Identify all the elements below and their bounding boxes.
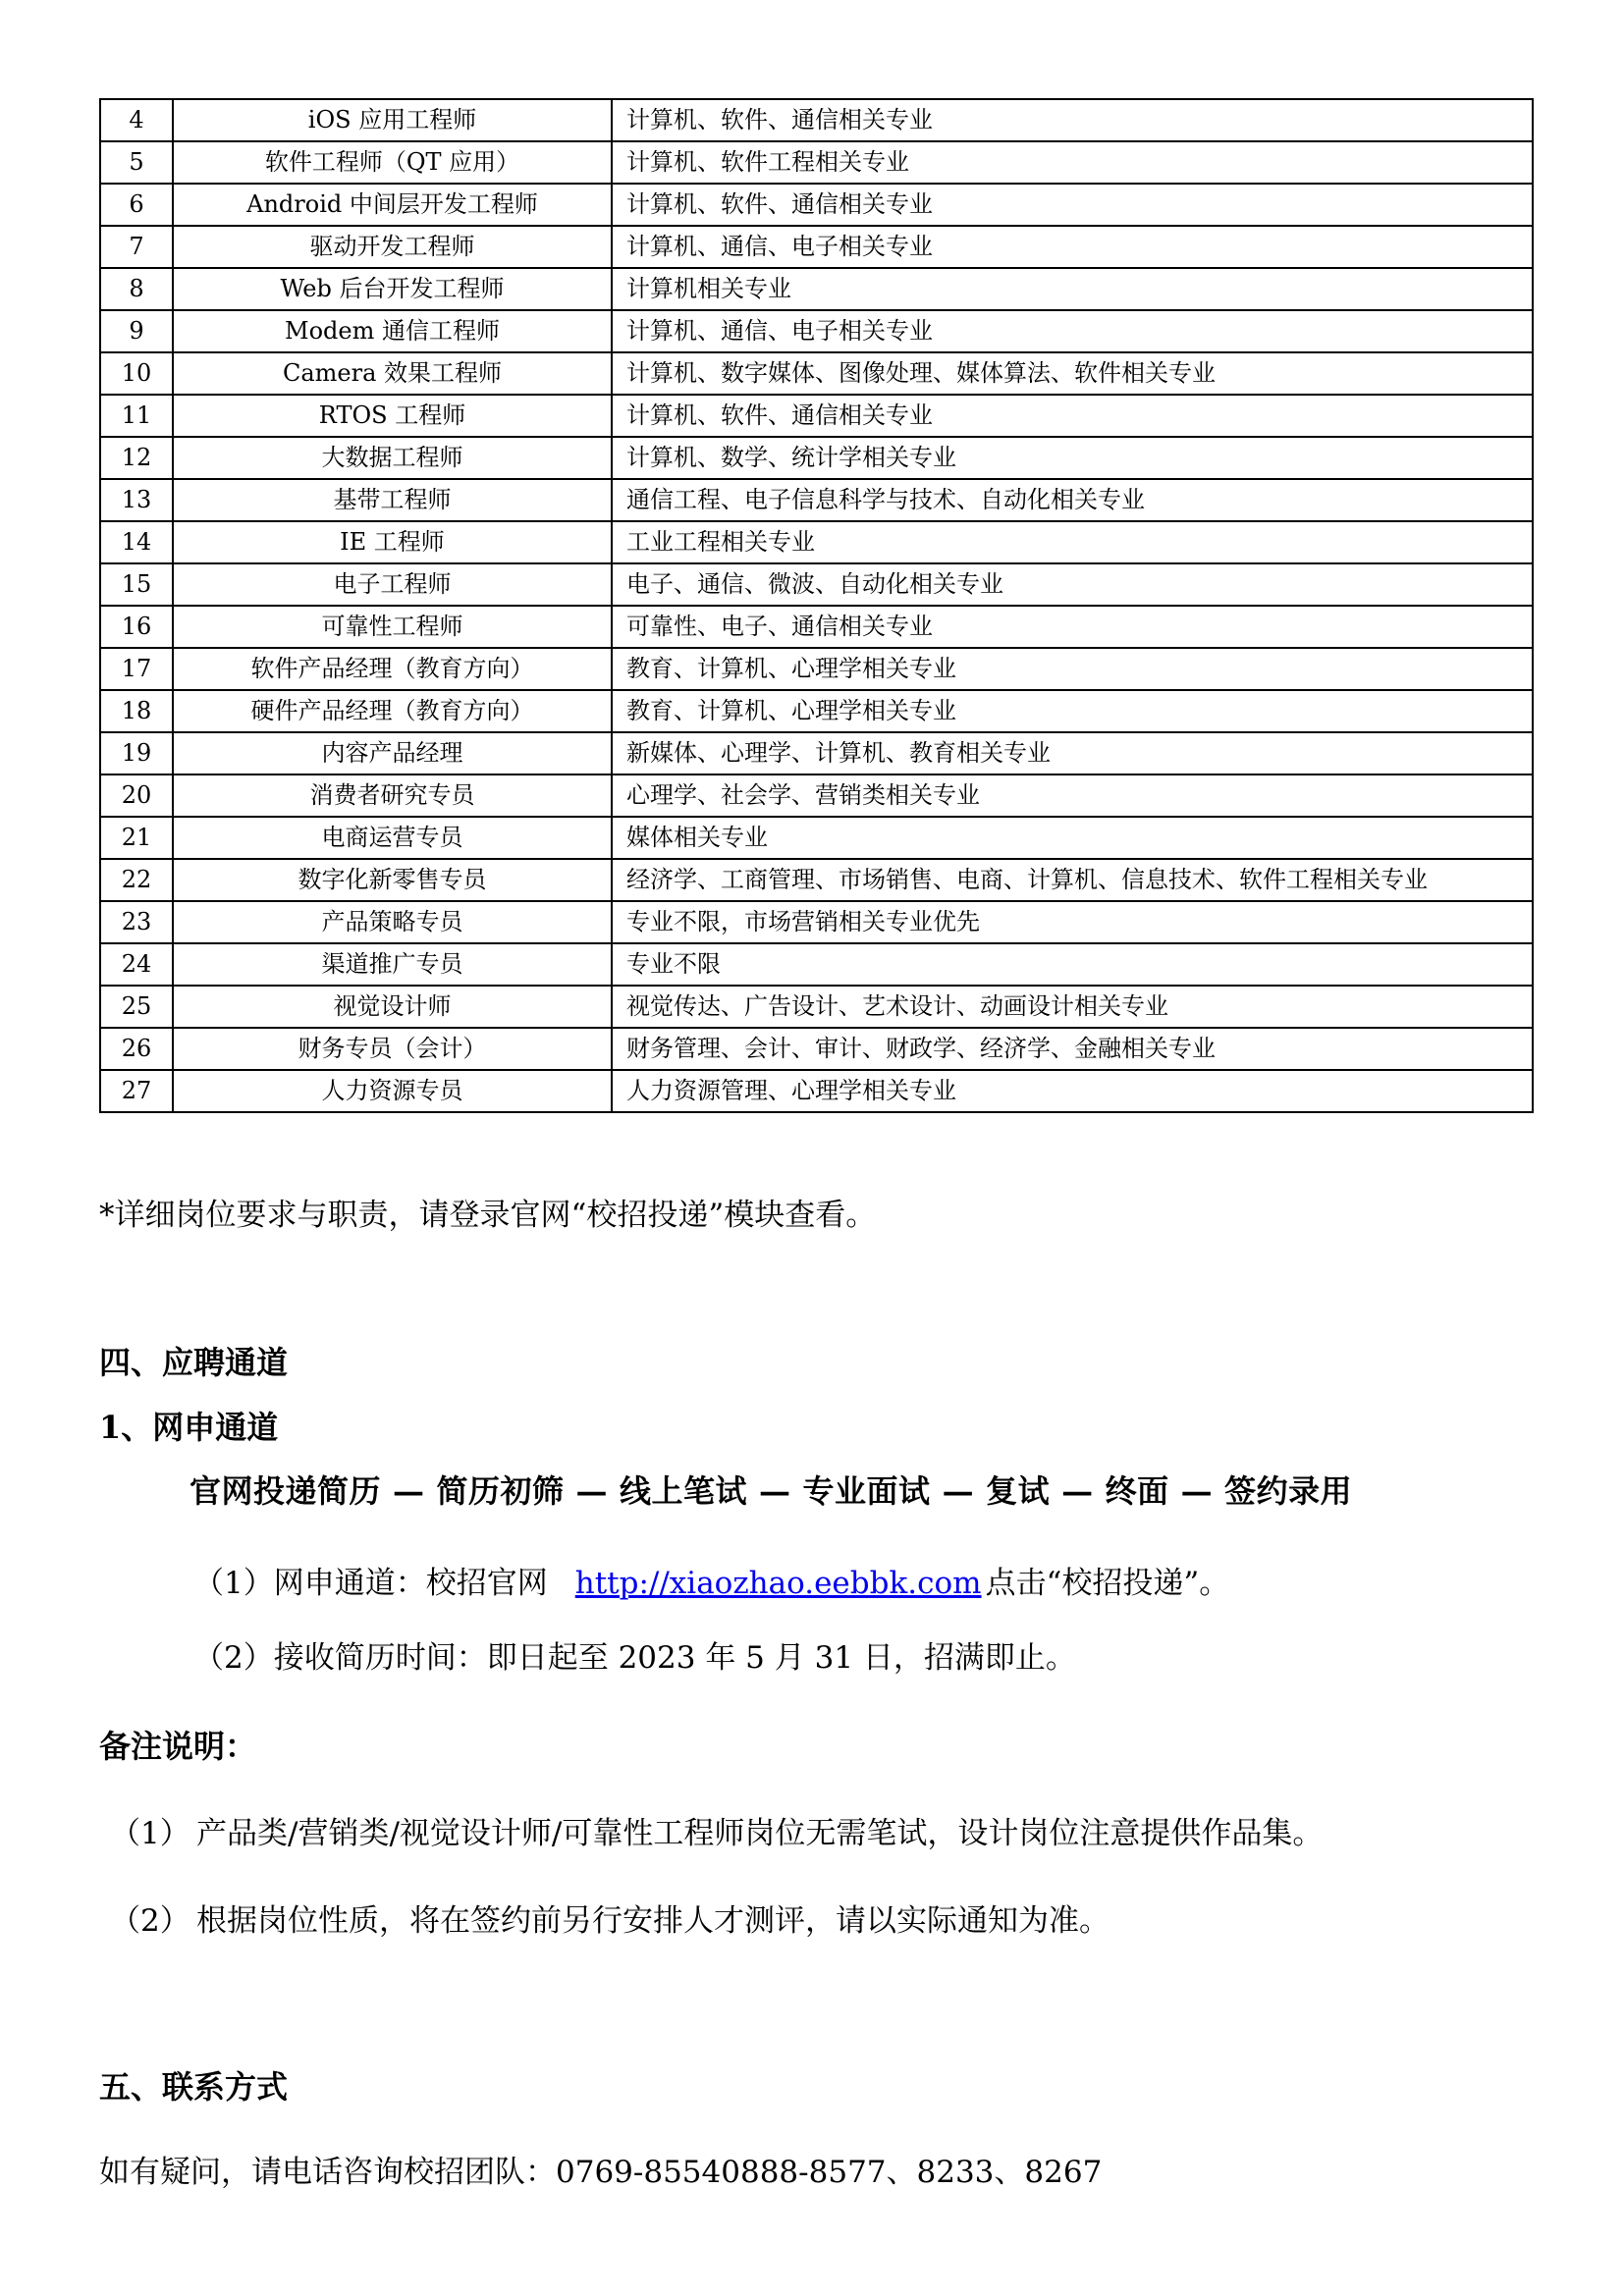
remark-item — [110, 1808, 1323, 1852]
major-requirement: 教育、计算机、心理学相关专业 — [612, 690, 1533, 732]
flow-separator: — — [1180, 1472, 1214, 1510]
table-row — [100, 606, 1533, 648]
recruitment-flow — [189, 1467, 1352, 1512]
position-name: 硬件产品经理（教育方向） — [173, 690, 612, 732]
row-number: 4 — [100, 99, 173, 141]
table-row — [100, 901, 1533, 943]
remark-item — [110, 1896, 1110, 1940]
major-requirement: 计算机相关专业 — [612, 268, 1533, 310]
major-requirement: 专业不限 — [612, 943, 1533, 986]
major-requirement: 视觉传达、广告设计、艺术设计、动画设计相关专业 — [612, 986, 1533, 1028]
section-4-title: 四、应聘通道 — [99, 1344, 289, 1381]
row-number: 27 — [100, 1070, 173, 1112]
online-channel-item — [193, 1558, 1229, 1602]
table-row — [100, 184, 1533, 226]
table-row — [100, 141, 1533, 184]
contact-info: 如有疑问，请电话咨询校招团队：0769-85540888-8577、8233、8267 — [99, 2155, 1103, 2190]
position-name: 产品策略专员 — [173, 901, 612, 943]
major-requirement: 财务管理、会计、审计、财政学、经济学、金融相关专业 — [612, 1028, 1533, 1070]
position-name: Web 后台开发工程师 — [173, 268, 612, 310]
row-number: 25 — [100, 986, 173, 1028]
position-name: 驱动开发工程师 — [173, 226, 612, 268]
online-channel-suffix: 点击“校招投递”。 — [985, 1566, 1230, 1601]
position-name: 人力资源专员 — [173, 1070, 612, 1112]
position-name: Modem 通信工程师 — [173, 310, 612, 352]
major-requirement: 媒体相关专业 — [612, 817, 1533, 859]
flow-step: 简历初筛 — [436, 1472, 565, 1510]
major-requirement: 计算机、软件、通信相关专业 — [612, 184, 1533, 226]
row-number: 19 — [100, 732, 173, 774]
row-number: 13 — [100, 479, 173, 521]
position-name: Android 中间层开发工程师 — [173, 184, 612, 226]
flow-step: 官网投递简历 — [189, 1472, 382, 1510]
major-requirement: 计算机、通信、电子相关专业 — [612, 310, 1533, 352]
position-name: 视觉设计师 — [173, 986, 612, 1028]
table-row — [100, 648, 1533, 690]
job-table — [99, 98, 1534, 1113]
row-number: 22 — [100, 859, 173, 901]
job-table-body — [100, 99, 1533, 1112]
remark-text: 产品类/营销类/视觉设计师/可靠性工程师岗位无需笔试，设计岗位注意提供作品集。 — [196, 1816, 1324, 1851]
major-requirement: 教育、计算机、心理学相关专业 — [612, 648, 1533, 690]
flow-separator: — — [1061, 1472, 1094, 1510]
table-row — [100, 226, 1533, 268]
flow-step: 线上笔试 — [620, 1472, 748, 1510]
flow-separator: — — [759, 1472, 791, 1510]
flow-step: 签约录用 — [1224, 1472, 1353, 1510]
flow-step: 复试 — [986, 1472, 1051, 1510]
remark-index: （2） — [110, 1903, 190, 1939]
table-row — [100, 521, 1533, 563]
resume-deadline: （2）接收简历时间：即日起至 2023 年 5 月 31 日，招满即止。 — [193, 1640, 1076, 1676]
major-requirement: 人力资源管理、心理学相关专业 — [612, 1070, 1533, 1112]
position-name: 财务专员（会计） — [173, 1028, 612, 1070]
major-requirement: 新媒体、心理学、计算机、教育相关专业 — [612, 732, 1533, 774]
table-row — [100, 268, 1533, 310]
row-number: 14 — [100, 521, 173, 563]
row-number: 20 — [100, 774, 173, 817]
table-row — [100, 986, 1533, 1028]
row-number: 23 — [100, 901, 173, 943]
table-row — [100, 437, 1533, 479]
table-row — [100, 859, 1533, 901]
remarks-title: 备注说明： — [99, 1728, 257, 1765]
table-row — [100, 1070, 1533, 1112]
flow-separator: — — [575, 1472, 609, 1510]
position-name: 内容产品经理 — [173, 732, 612, 774]
major-requirement: 计算机、通信、电子相关专业 — [612, 226, 1533, 268]
position-name: 软件产品经理（教育方向） — [173, 648, 612, 690]
major-requirement: 计算机、软件、通信相关专业 — [612, 395, 1533, 437]
major-requirement: 电子、通信、微波、自动化相关专业 — [612, 563, 1533, 606]
online-channel-prefix: （1）网申通道：校招官网 — [193, 1566, 548, 1601]
table-row — [100, 690, 1533, 732]
major-requirement: 心理学、社会学、营销类相关专业 — [612, 774, 1533, 817]
flow-separator: — — [942, 1472, 975, 1510]
position-name: 消费者研究专员 — [173, 774, 612, 817]
table-row — [100, 310, 1533, 352]
row-number: 12 — [100, 437, 173, 479]
row-number: 5 — [100, 141, 173, 184]
major-requirement: 计算机、数字媒体、图像处理、媒体算法、软件相关专业 — [612, 352, 1533, 395]
row-number: 10 — [100, 352, 173, 395]
major-requirement: 经济学、工商管理、市场销售、电商、计算机、信息技术、软件工程相关专业 — [612, 859, 1533, 901]
table-row — [100, 479, 1533, 521]
table-row — [100, 1028, 1533, 1070]
major-requirement: 工业工程相关专业 — [612, 521, 1533, 563]
online-channel-title: 1、网申通道 — [99, 1409, 279, 1446]
section-5-title: 五、联系方式 — [99, 2068, 289, 2106]
position-name: 渠道推广专员 — [173, 943, 612, 986]
table-row — [100, 563, 1533, 606]
row-number: 11 — [100, 395, 173, 437]
major-requirement: 计算机、软件工程相关专业 — [612, 141, 1533, 184]
remark-text: 根据岗位性质，将在签约前另行安排人才测评，请以实际通知为准。 — [196, 1903, 1110, 1939]
table-row — [100, 99, 1533, 141]
position-name: 大数据工程师 — [173, 437, 612, 479]
row-number: 7 — [100, 226, 173, 268]
row-number: 21 — [100, 817, 173, 859]
detail-note: *详细岗位要求与职责，请登录官网“校招投递”模块查看。 — [99, 1198, 877, 1233]
row-number: 26 — [100, 1028, 173, 1070]
major-requirement: 可靠性、电子、通信相关专业 — [612, 606, 1533, 648]
position-name: 可靠性工程师 — [173, 606, 612, 648]
table-row — [100, 817, 1533, 859]
position-name: IE 工程师 — [173, 521, 612, 563]
position-name: Camera 效果工程师 — [173, 352, 612, 395]
row-number: 9 — [100, 310, 173, 352]
position-name: RTOS 工程师 — [173, 395, 612, 437]
major-requirement: 计算机、软件、通信相关专业 — [612, 99, 1533, 141]
table-row — [100, 352, 1533, 395]
flow-step: 专业面试 — [802, 1472, 931, 1510]
table-row — [100, 395, 1533, 437]
position-name: 基带工程师 — [173, 479, 612, 521]
position-name: 电子工程师 — [173, 563, 612, 606]
major-requirement: 通信工程、电子信息科学与技术、自动化相关专业 — [612, 479, 1533, 521]
row-number: 24 — [100, 943, 173, 986]
major-requirement: 计算机、数学、统计学相关专业 — [612, 437, 1533, 479]
position-name: 软件工程师（QT 应用） — [173, 141, 612, 184]
official-site-link[interactable]: http://xiaozhao.eebbk.com — [574, 1566, 982, 1601]
position-name: 电商运营专员 — [173, 817, 612, 859]
table-row — [100, 732, 1533, 774]
position-name: 数字化新零售专员 — [173, 859, 612, 901]
position-name: iOS 应用工程师 — [173, 99, 612, 141]
row-number: 6 — [100, 184, 173, 226]
row-number: 16 — [100, 606, 173, 648]
major-requirement: 专业不限，市场营销相关专业优先 — [612, 901, 1533, 943]
row-number: 8 — [100, 268, 173, 310]
row-number: 15 — [100, 563, 173, 606]
row-number: 17 — [100, 648, 173, 690]
table-row — [100, 943, 1533, 986]
remark-index: （1） — [110, 1816, 190, 1851]
table-row — [100, 774, 1533, 817]
flow-step: 终面 — [1105, 1472, 1169, 1510]
flow-separator: — — [393, 1472, 425, 1510]
row-number: 18 — [100, 690, 173, 732]
